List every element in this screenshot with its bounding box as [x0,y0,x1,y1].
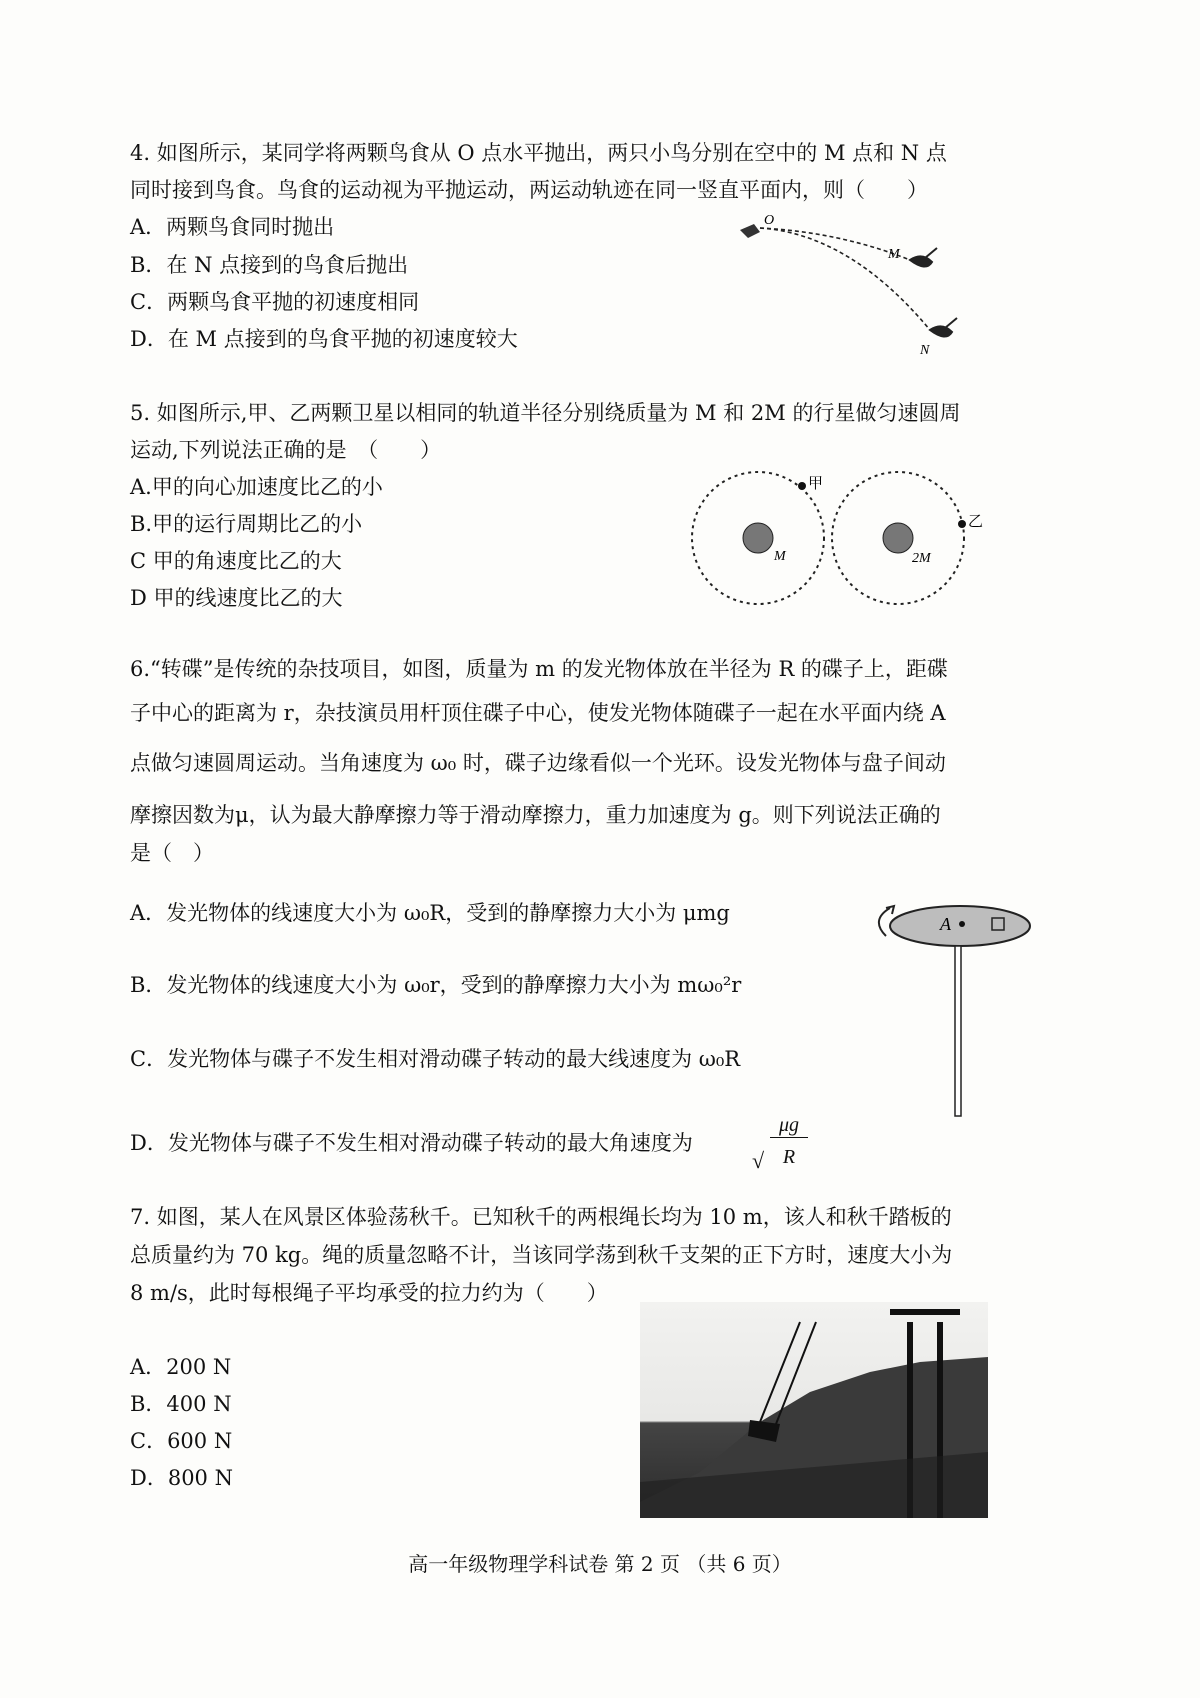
sqrt-radical-icon: √ [752,1148,765,1173]
planet-m [743,523,773,553]
q4-bird-figure [720,210,980,360]
trajectory-n [760,228,930,330]
q6-stem-line5: 是（ ） [130,841,214,865]
q6-sqrt-expression [752,1112,812,1174]
swing-scene [640,1302,988,1518]
page-footer: 高一年级物理学科试卷 第 2 页 （共 6 页） [408,1552,792,1576]
support-pole [955,946,961,1116]
q5-option-b: B.甲的运行周期比乙的小 [130,512,363,536]
rotation-arrow-icon [879,908,890,936]
label-jia: 甲 [808,474,824,492]
q4-stem-line2: 同时接到鸟食。鸟食的运动视为平抛运动，两运动轨迹在同一竖直平面内，则（ ） [130,178,928,202]
label-m: M [888,247,900,262]
q7-stem-line3: 8 m/s，此时每根绳子平均承受的拉力约为（ ） [130,1281,608,1305]
q7-option-a: A．200 N [130,1355,232,1379]
sqrt-denominator: R [782,1146,796,1168]
planet-2m [883,523,913,553]
q7-stem-line1: 7. 如图，某人在风景区体验荡秋千。已知秋千的两根绳长均为 10 m，该人和秋千踏板的 [130,1205,952,1229]
q7-option-d: D．800 N [130,1466,233,1490]
satellite-jia [798,482,806,490]
q5-stem-line2: 运动,下列说法正确的是 （ ） [130,438,442,462]
q6-stem-line2: 子中心的距离为 r，杂技演员用杆顶住碟子中心，使发光物体随碟子一起在水平面内绕 A [130,701,946,725]
q5-option-a: A.甲的向心加速度比乙的小 [130,475,383,499]
bird-n-icon [930,318,957,337]
bird-m-icon [910,248,937,267]
q6-option-a: A．发光物体的线速度大小为 ω₀R，受到的静摩擦力大小为 μmg [130,901,730,925]
label-yi: 乙 [968,512,984,530]
q5-stem-line1: 5. 如图所示,甲、乙两颗卫星以相同的轨道半径分别绕质量为 M 和 2M 的行星做匀速圆周 [130,401,961,425]
q7-option-b: B．400 N [130,1392,232,1416]
swing-photo [640,1302,988,1518]
label-n: N [920,343,930,358]
q6-plate-figure [860,890,1040,1120]
q5-option-c: C 甲的角速度比乙的大 [130,549,342,573]
q4-option-c: C．两颗鸟食平抛的初速度相同 [130,290,420,314]
sqrt-numerator: μg [770,1114,808,1138]
q4-option-d: D．在 M 点接到的鸟食平抛的初速度较大 [130,327,518,351]
center-point-a [959,921,965,927]
q6-option-b: B．发光物体的线速度大小为 ω₀r，受到的静摩擦力大小为 mω₀²r [130,973,742,997]
q4-option-a: A．两颗鸟食同时抛出 [130,215,335,239]
satellite-yi [958,520,966,528]
label-o: O [764,213,775,228]
q7-stem-line2: 总质量约为 70 kg。绳的质量忽略不计，当该同学荡到秋千支架的正下方时，速度大小为 [130,1243,953,1267]
label-a: A [940,914,951,934]
label-planet-2m: 2M [912,551,931,566]
q6-option-c: C．发光物体与碟子不发生相对滑动碟子转动的最大线速度为 ω₀R [130,1047,741,1071]
q4-option-b: B．在 N 点接到的鸟食后抛出 [130,253,409,277]
q6-option-d: D．发光物体与碟子不发生相对滑动碟子转动的最大角速度为 [130,1131,693,1155]
q4-stem-line1: 4. 如图所示，某同学将两颗鸟食从 O 点水平抛出，两只小鸟分别在空中的 M 点和 N 点 [130,141,947,165]
q5-option-d: D 甲的线速度比乙的大 [130,586,343,610]
q6-stem-line3: 点做匀速圆周运动。当角速度为 ω₀ 时，碟子边缘看似一个光环。设发光物体与盘子间动 [130,751,946,775]
q6-stem-line4: 摩擦因数为μ，认为最大静摩擦力等于滑动摩擦力，重力加速度为 g。则下列说法正确的 [130,803,941,827]
q6-stem-line1: 6.“转碟”是传统的杂技项目，如图，质量为 m 的发光物体放在半径为 R 的碟子上，距碟 [130,657,948,681]
label-planet-m: M [774,549,786,564]
q5-orbit-figure [690,460,990,620]
q7-option-c: C．600 N [130,1429,233,1453]
hand-icon [740,224,760,238]
